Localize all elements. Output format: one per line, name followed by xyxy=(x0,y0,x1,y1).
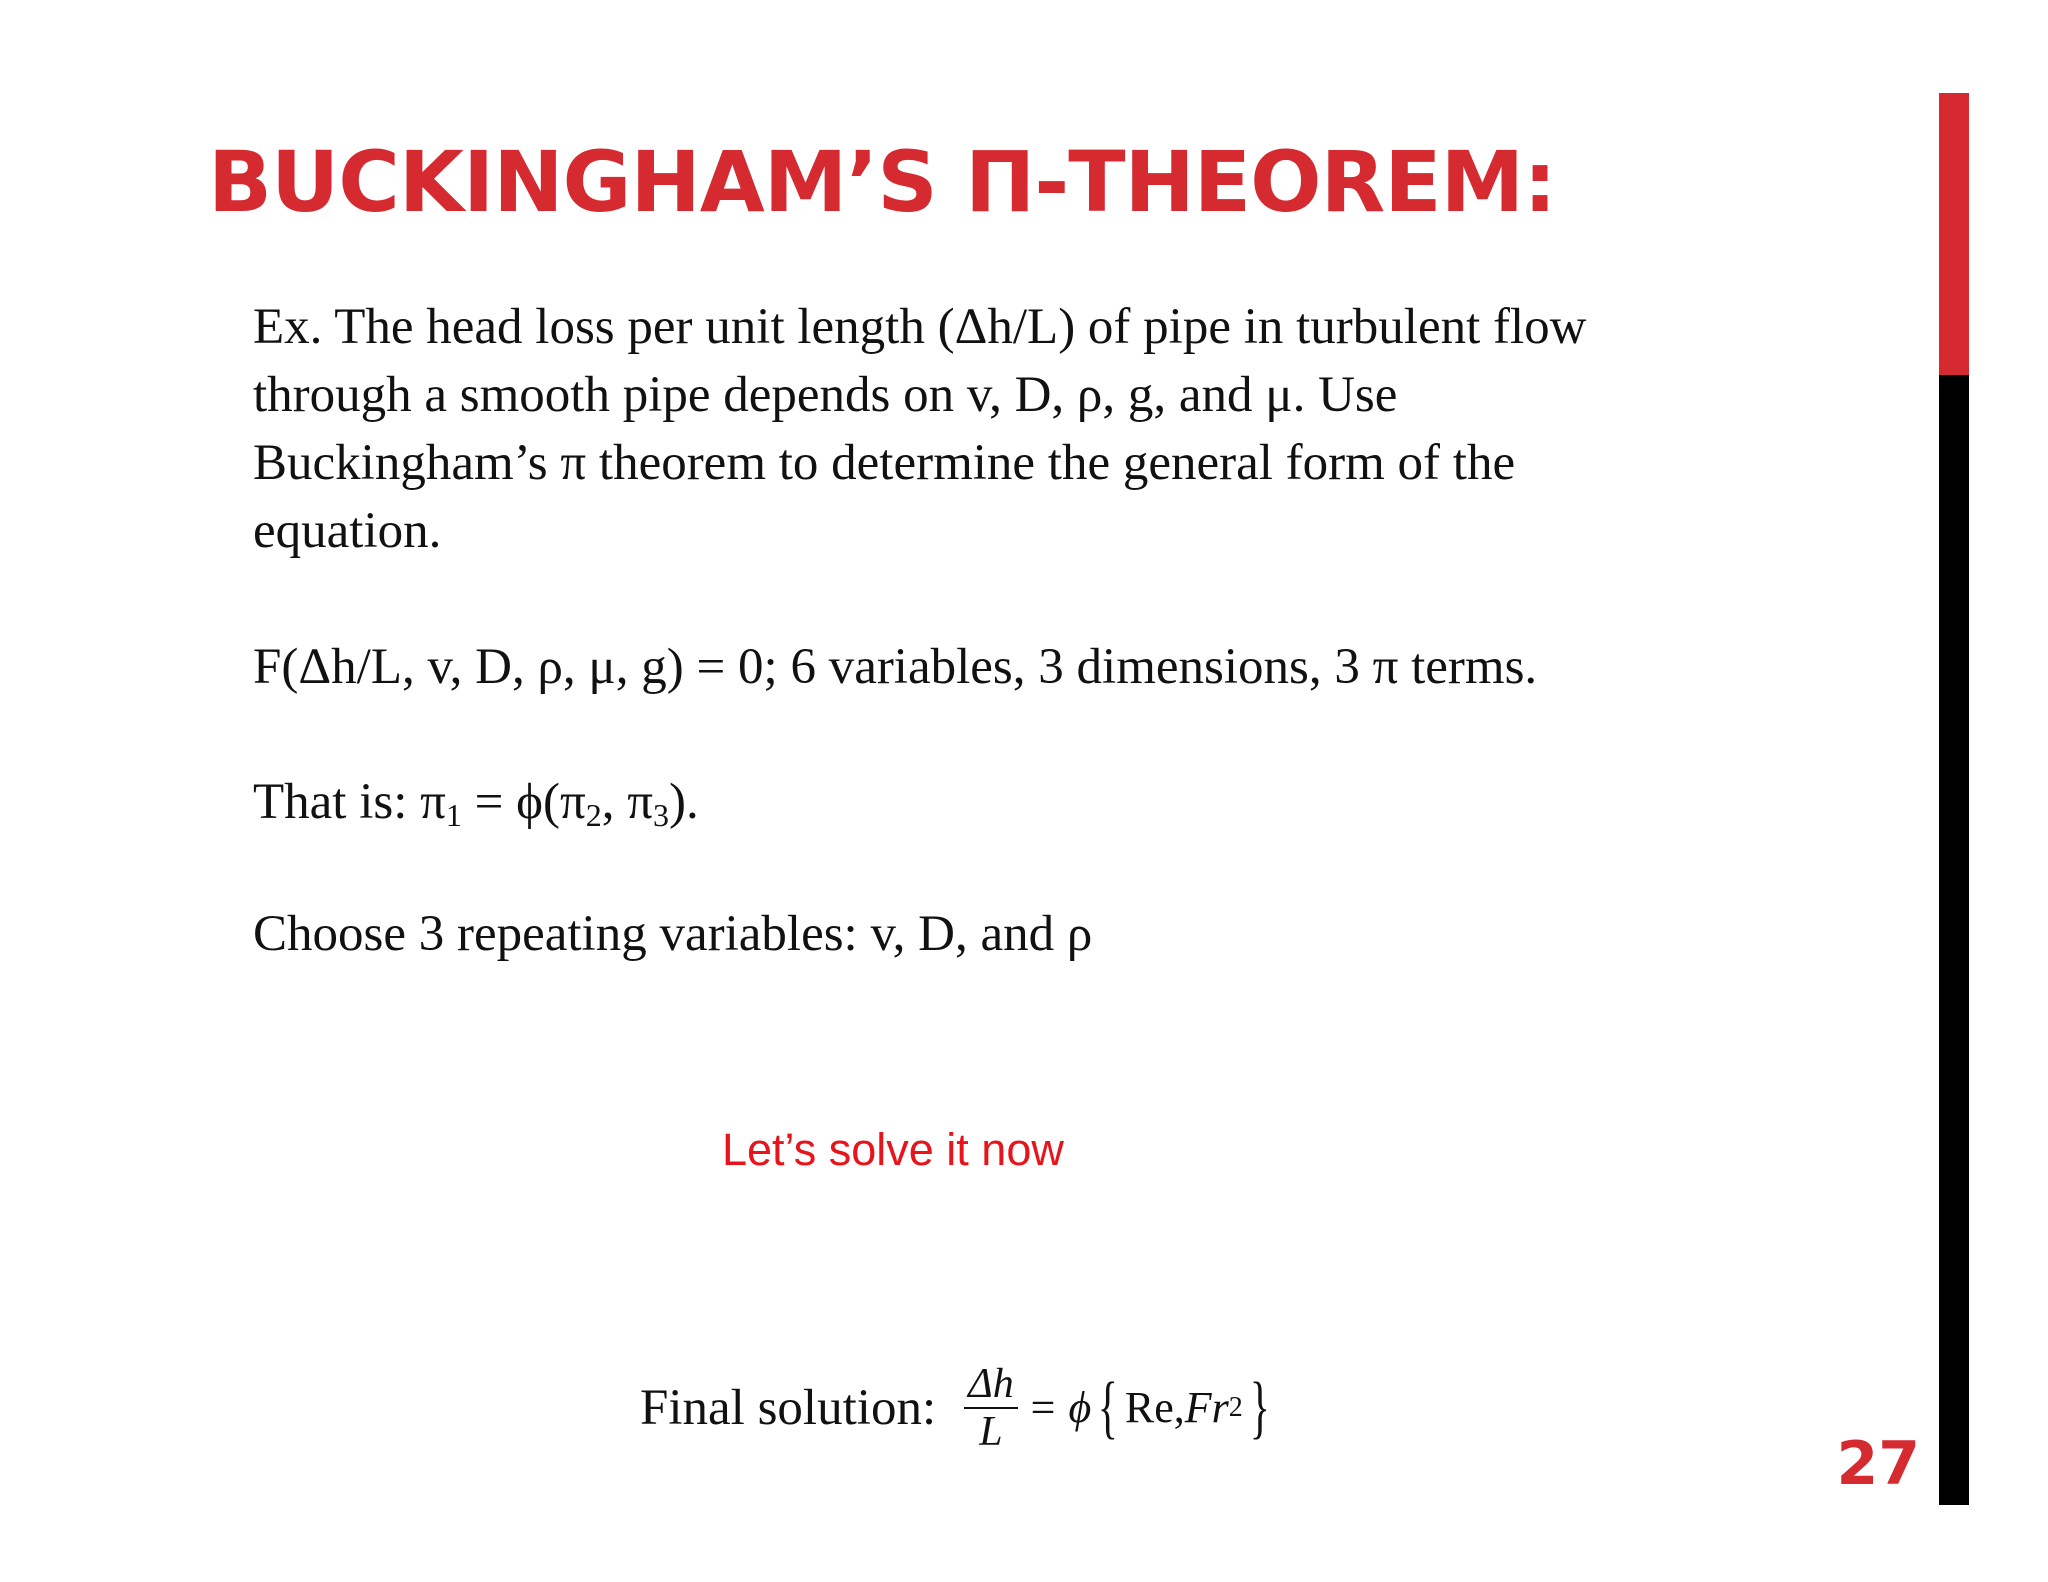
problem-line: equation. xyxy=(253,503,442,559)
slide-title: BUCKINGHAM’S Π-THEOREM: xyxy=(208,133,1556,231)
pi-relation-suffix: ). xyxy=(669,774,699,830)
final-solution-rhs: = ϕ { Re, Fr 2 } xyxy=(1027,1369,1270,1446)
reynolds-term: Re, xyxy=(1124,1383,1185,1432)
pi-subscript-2: 2 xyxy=(585,797,602,833)
open-brace: { xyxy=(1097,1369,1119,1446)
problem-line: Buckingham’s π theorem to determine the general form of the xyxy=(253,435,1516,491)
pi-relation-prefix: That is: π xyxy=(253,774,446,830)
pi-relation-mid-2: , π xyxy=(601,774,653,830)
functional-equation: F(Δh/L, v, D, ρ, μ, g) = 0; 6 variables, 3 dimensions, 3 π terms. xyxy=(253,639,1538,695)
equals-phi: = ϕ xyxy=(1027,1383,1092,1432)
pi-subscript-1: 1 xyxy=(445,797,462,833)
pi-subscript-3: 3 xyxy=(653,797,669,833)
pi-relation-mid-1: = ϕ(π xyxy=(461,774,586,830)
repeating-variables: Choose 3 repeating variables: v, D, and ρ xyxy=(253,906,1093,962)
problem-line: through a smooth pipe depends on v, D, ρ, g, and μ. Use xyxy=(253,367,1398,423)
problem-statement xyxy=(253,293,1773,565)
accent-bar-black xyxy=(1939,375,1969,1505)
fraction-denominator: L xyxy=(979,1409,1003,1455)
problem-line: Ex. The head loss per unit length (Δh/L) of pipe in turbulent flow xyxy=(253,299,1587,355)
head-loss-fraction xyxy=(964,1361,1018,1455)
final-solution xyxy=(640,1348,1276,1468)
fraction-numerator: Δh xyxy=(964,1361,1018,1409)
final-solution-label: Final solution: xyxy=(640,1380,937,1436)
close-brace: } xyxy=(1249,1369,1270,1446)
pi-relation xyxy=(253,768,699,836)
solve-note: Let’s solve it now xyxy=(722,1124,1064,1175)
froude-term: Fr xyxy=(1184,1383,1229,1432)
accent-bar-red xyxy=(1939,93,1969,375)
page-number: 27 xyxy=(1836,1429,1920,1499)
